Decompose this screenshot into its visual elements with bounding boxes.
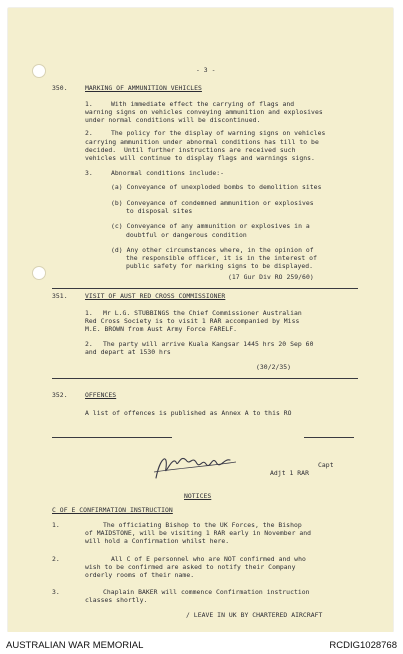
text-line: under normal conditions will be discontinued. <box>85 116 261 124</box>
footer-record-id: RCDIG1028768 <box>329 640 397 651</box>
text-line: classes shortly. <box>85 596 148 604</box>
text-line: The party will arrive Kuala Kangsar 1445 hrs 20 Sep 60 <box>103 340 314 348</box>
section-divider <box>52 288 358 289</box>
text-line: will hold a Confirmation whilst here. <box>85 537 230 545</box>
text-line: of MAIDSTONE, will be visiting 1 RAR early in November and <box>85 529 312 537</box>
continued-note: / LEAVE IN UK BY CHARTERED AIRCRAFT <box>186 611 323 619</box>
section-351-number: 351. <box>52 292 68 300</box>
para-number: 2. <box>85 340 93 348</box>
section-351-heading: VISIT OF AUST RED CROSS COMMISSIONER <box>85 292 226 300</box>
text-line: Abnormal conditions include:- <box>111 169 225 177</box>
text-line: Red Cross Society is to visit 1 RAR accompanied by Miss <box>85 317 300 325</box>
footer-institution: AUSTRALIAN WAR MEMORIAL <box>6 640 144 651</box>
section-351-reference: (30/2/35) <box>256 363 292 371</box>
text-line: to disposal sites <box>126 207 193 215</box>
text-line: orderly rooms of their name. <box>85 571 195 579</box>
text-line: M.E. BROWN from Aust Army Force FARELF. <box>85 325 238 333</box>
punch-hole <box>32 266 46 280</box>
text-line: (b) Conveyance of condemned ammunition or explosives <box>111 199 314 207</box>
section-352-number: 352. <box>52 391 68 399</box>
text-line: warning signs on vehicles conveying ammunition and explosives <box>85 108 323 116</box>
text-line: and depart at 1530 hrs <box>85 348 171 356</box>
para-number: 1. <box>52 521 60 529</box>
signature-rank: Capt <box>318 461 334 469</box>
text-line: (d) Any other circumstances where, in the opinion of <box>111 246 314 254</box>
archive-footer <box>0 632 403 654</box>
text-line: decided. Until further instructions are received such <box>85 146 296 154</box>
text-line: vehicles will continue to display flags and warnings signs. <box>85 154 315 162</box>
notices-heading: NOTICES <box>184 492 212 500</box>
signature-appointment: Adjt 1 RAR <box>270 469 309 477</box>
section-divider <box>52 437 172 438</box>
text-line: Chaplain BAKER will commence Confirmation instruction <box>103 588 310 596</box>
text-line: With immediate effect the carrying of flags and <box>111 100 295 108</box>
text-line: The officiating Bishop to the UK Forces, the Bishop <box>103 521 302 529</box>
para-number: 1. <box>85 100 93 108</box>
para-number: 1. <box>85 309 93 317</box>
section-350-heading: MARKING OF AMMUNITION VEHICLES <box>85 84 202 92</box>
text-line: A list of offences is published as Annex A to this RO <box>85 409 292 417</box>
para-number: 3. <box>85 169 93 177</box>
text-line: Mr L.G. STUBBINGS the Chief Commissioner Australian <box>103 309 302 317</box>
text-line: doubtful or dangerous condition <box>126 231 247 239</box>
section-350-reference: (17 Gur Div RO 259/60) <box>228 273 314 281</box>
text-line: carrying ammunition under abnormal conditions has till to be <box>85 138 319 146</box>
text-line: (a) Conveyance of unexploded bombs to demolition sites <box>111 183 322 191</box>
section-352-heading: OFFENCES <box>85 391 117 399</box>
text-line: (c) Conveyance of any ammunition or explosives in a <box>111 222 310 230</box>
text-line: the responsible officer, it is in the interest of <box>126 254 317 262</box>
section-divider <box>304 437 354 438</box>
text-line: public safety for marking signs to be displayed. <box>126 262 314 270</box>
handwritten-signature <box>150 448 240 482</box>
para-number: 3. <box>52 588 60 596</box>
para-number: 2. <box>52 555 60 563</box>
text-line: All C of E personnel who are NOT confirmed and who <box>111 555 306 563</box>
text-line: The policy for the display of warning signs on vehicles <box>111 129 326 137</box>
para-number: 2. <box>85 129 93 137</box>
notices-subheading: C OF E CONFIRMATION INSTRUCTION <box>52 506 173 514</box>
section-divider <box>52 378 358 379</box>
section-350-number: 350. <box>52 84 68 92</box>
page-number: - 3 - <box>196 66 216 74</box>
punch-hole <box>32 64 46 78</box>
text-line: wish to be confirmed are asked to notify their Company <box>85 563 296 571</box>
